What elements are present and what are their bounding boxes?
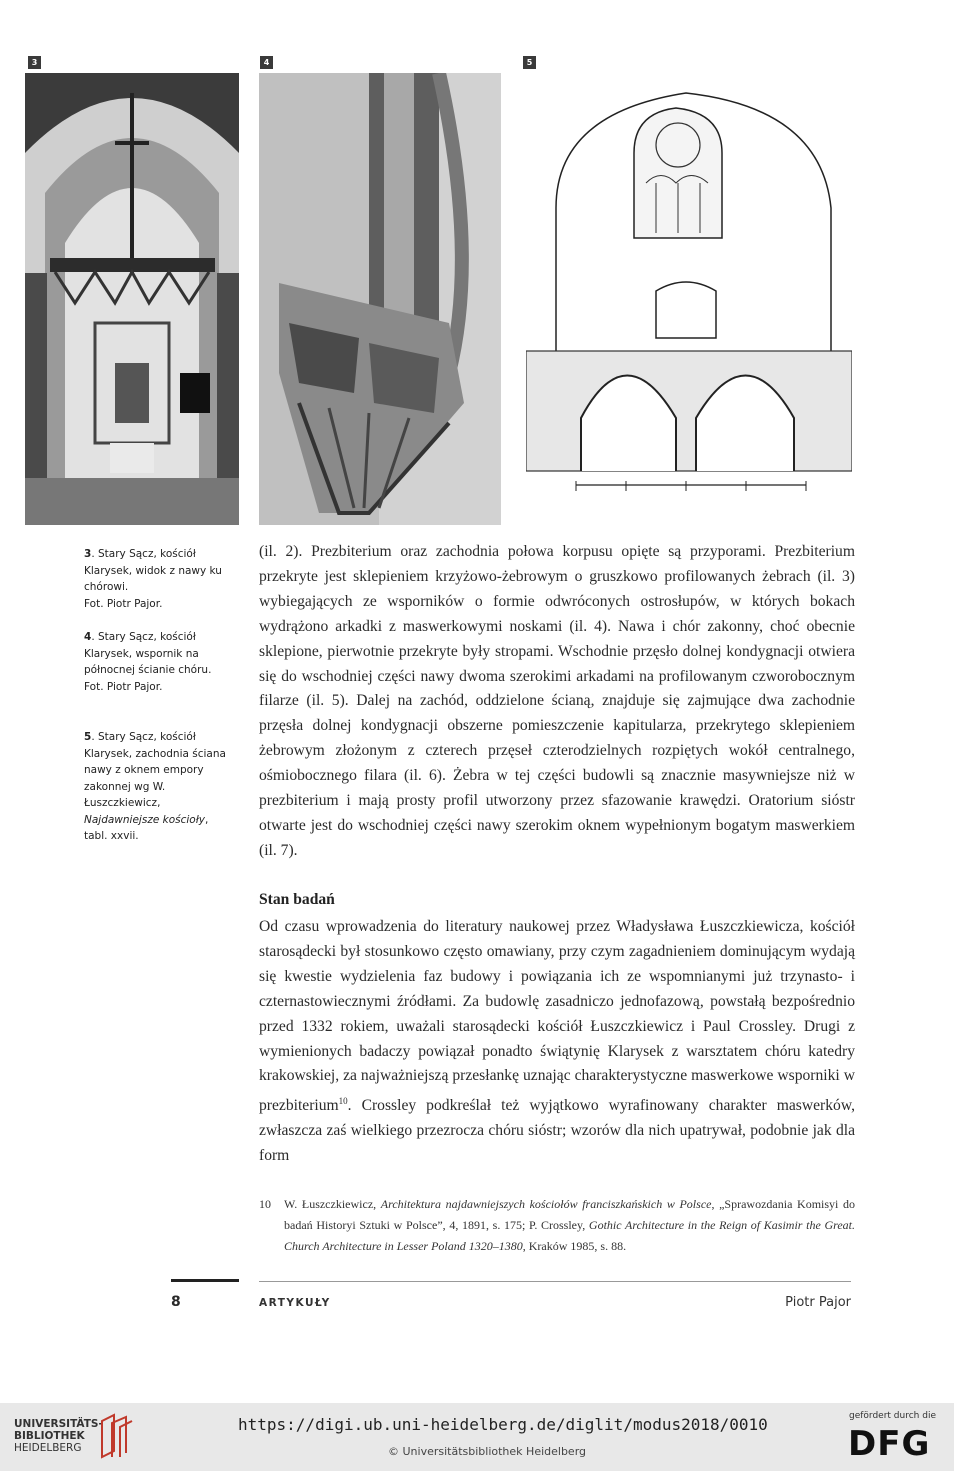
running-author: Piotr Pajor [785, 1295, 851, 1310]
figure-3-church-interior-photo [25, 73, 239, 525]
library-footer-bar [0, 1403, 954, 1471]
page-number: 8 [171, 1294, 181, 1310]
document-url-link[interactable]: https://digi.ub.uni-heidelberg.de/diglit/modus2018/0010 [238, 1415, 768, 1434]
figure-3-label: 3 [28, 56, 41, 69]
body-paragraph-2: Od czasu wprowadzenia do literatury naukowej przez Władysława Łuszczkiewicza, kościół starosądecki był stosunkowo często omawiany, przy czym zagadnieniem dominującym wydają się kwestie wydzielenia faz budowy i powiązania ich ze wspomnianymi już trzynasto- i czternastowiecznymi źródłami. Za budowlę zasadniczo jednofazową, powstałą bezpośrednio przed 1332 rokiem, uważali starosądecki kościół Łuszczkiewicz i Paul Crossley. Drugi z wymienionych badaczy powiązał ponadto świątynię Klarysek z warsztatem chóru katedry krakowskiej, za najważniejszą przesłankę uznając charakterystyczne maswerkowe wsporniki w prezbiterium$^{10}$. Crossley podkreślał też wyjątkowo wyrafinowany charakter maswerków, zwłaszcza zaś wielkiego przezrocza chóru sióstr; wzorów dla nich upatrywał, podobnie jak dla form [259, 918, 855, 1165]
figure-5-label: 5 [523, 56, 536, 69]
figure-4-corbel-photo [259, 73, 501, 525]
figure-5-wall-drawing [526, 73, 852, 497]
library-logo-icon [98, 1411, 134, 1466]
caption-figure-5: 5. Stary Sącz, kościół Klarysek, zachodnia ściana nawy z oknem empory zakonnej wg W. Łuszczkiewicz, Najdawniejsze kościoły, tabl. xxvii. [84, 731, 226, 842]
section-label: ARTYKUŁY [259, 1297, 331, 1309]
footer-rule [259, 1281, 851, 1282]
dfg-logo: DFG [848, 1424, 931, 1464]
footnote: 10 W. Łuszczkiewicz, Architektura najdawniejszych kościołów franciszkańskich w Polsce, „Sprawozdania Komisyi do badań Historyi Sztuki w Polsce”, 4, 1891, s. 175; P. Crossley, Gothic Architecture in the Reign of Kasimir the Great. Church Architecture in Lesser Poland 1320–1380, Kraków 1985, s. 88. [259, 1197, 856, 1253]
caption-figure-3: 3. Stary Sącz, kościół Klarysek, widok z nawy ku chórowi. Fot. Piotr Pajor. [84, 548, 222, 610]
footnote-reference[interactable]: 10 [338, 1096, 348, 1107]
footer-rule-accent [171, 1279, 239, 1282]
copyright-text: © Universitätsbibliothek Heidelberg [388, 1445, 587, 1458]
library-logo-text: UNIVERSITÄTS- BIBLIOTHEK HEIDELBERG [14, 1418, 103, 1454]
figure-4-label: 4 [260, 56, 273, 69]
funded-by-text: gefördert durch die [849, 1411, 936, 1421]
caption-figure-4: 4. Stary Sącz, kościół Klarysek, wspornik na północnej ścianie chóru. Fot. Piotr Pajor. [84, 631, 212, 693]
section-heading: Stan badań [259, 891, 335, 908]
body-paragraph-1: (il. 2). Prezbiterium oraz zachodnia połowa korpusu opięte są przyporami. Prezbiterium przekryte jest sklepieniem krzyżowo-żebrowym o gruszkowo profilowanych żebrach (il. 3) wybiegających ze wsporników o formie odwróconych ostrosłupów, w których bokach wydrążono arkadki z maswerkowymi noskami (il. 4). Nawa i chór zakonny, choć obecnie sklepione, pierwotnie przekryte były stropami. Wschodnie przęsło dolnej kondygnacji otwiera się do wschodniej części nawy dwoma szerokimi arkadami na profilowanym czworobocznym filarze (il. 5). Dalej na zachód, oddzielone ścianą, znajduje się zajmujące dwa zachodnie przęsła dolnej kondygnacji obszerne pomieszczenie kapitularza, przekrytego sklepieniem żebrowym złożonym z czterech przęseł czterodzielnych rozpiętych wokół centralnego, ośmiobocznego filara (il. 6). Żebra w tej części budowli są znacznie masywniejsze niż w prezbiterium i mają prosty profil utworzony przez sfazowanie krawędzi. Oratorium sióstr otwarte jest do wschodniej części nawy szerokim oknem wypełnionym bogatym maswerkiem (il. 7). [259, 543, 855, 859]
